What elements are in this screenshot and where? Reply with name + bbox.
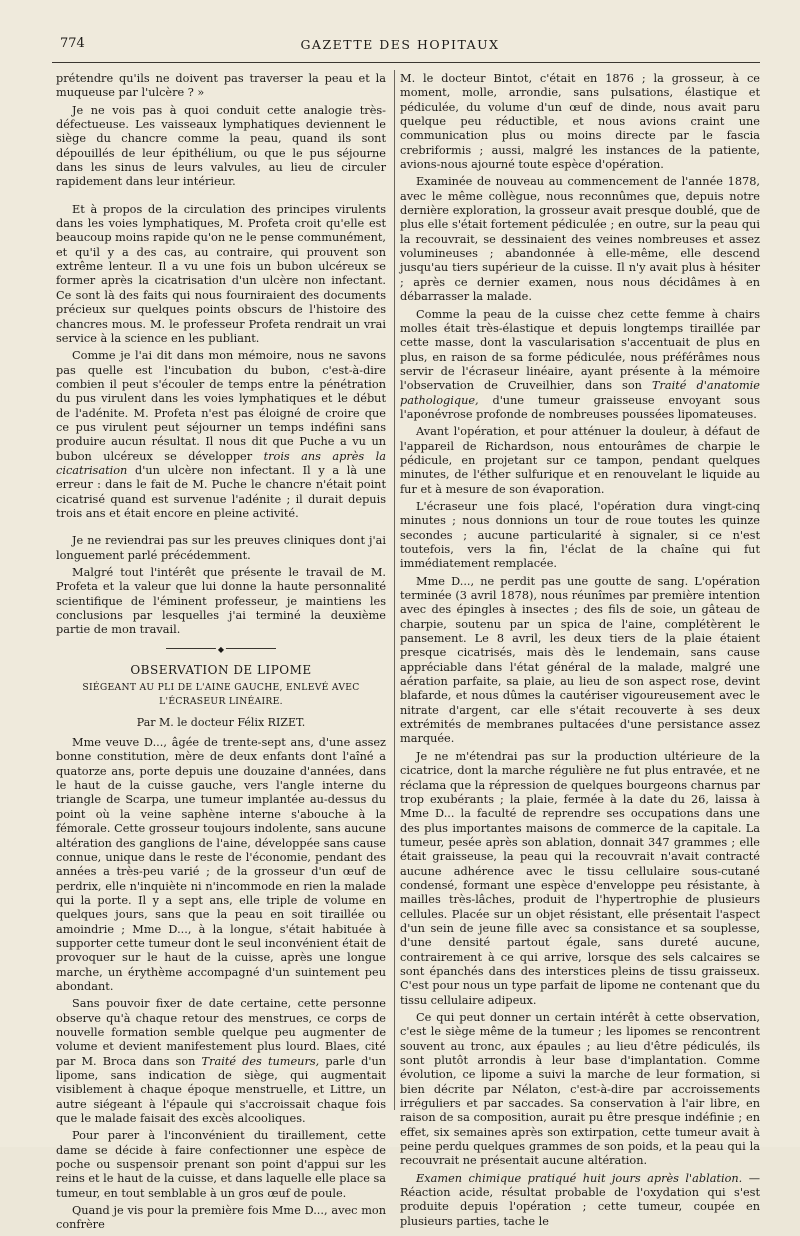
paragraph: Sans pouvoir fixer de date certaine, cette personne observe qu'à chaque retour des menstrues, ce corps de nouvelle formation semble quelque peu augmenter de volume et devient manifestement plus lourd. Blaes, cité par M. Broca dans son Traité des tumeurs, parle d'un lipome, sans indication de siège, qui augmentait visiblement à chaque époque menstruelle, et Littre, un autre siégeant à l'épaule qui s'accroissait chaque fois que le malade faisait des excès alcooliques. <box>56 997 386 1126</box>
paragraph: prétendre qu'ils ne doivent pas traverser la peau et la muqueuse par l'ulcère ? » <box>56 72 386 100</box>
paragraph: Ce qui peut donner un certain intérêt à cette observation, c'est le siège même de la tumeur ; les lipomes se rencontrent souvent au tronc, aux épaules ; au lieu d'être pédiculés, ils sont plutôt arrondis à leur base d'implantation. Comme évolution, ce lipome a suivi la marche de leur formation, si bien décrite par Nélaton, c'est-à-dire par accroissements irréguliers et par saccades. Sa conservation à l'air libre, en raison de sa composition, aurait pu être presque indéfinie ; en effet, six semaines après son extirpation, cette tumeur avait à peine perdu quelques grammes de son poids, et la peau qui la recouvrait ne présentait aucune altération. <box>400 1011 760 1168</box>
paragraph: L'écraseur une fois placé, l'opération dura vingt-cinq minutes ; nous donnions un tour de roue toutes les quinze secondes ; aucune particularité à signaler, si ce n'est toutefois, vers la fin, l'éclat de la chaîne qui fut immédiatement remplacée. <box>400 499 760 571</box>
journal-title: GAZETTE DES HOPITAUX <box>300 37 500 52</box>
paragraph: M. le docteur Bintot, c'était en 1876 ; la grosseur, à ce moment, molle, arrondie, sans pulsations, élastique et pédiculée, du volume d'un œuf de dinde, nous avait paru quelque peu réductible, et nous avions craint une communication plus ou moins directe par le fascia crebriformis ; aussi, malgré les instances de la patiente, avions-nous ajourné toute espèce d'opération. <box>400 72 760 172</box>
observation-author: Par M. le docteur Félix RIZET. <box>136 715 306 729</box>
right-column <box>400 72 760 1232</box>
paragraph: Mme D..., ne perdit pas une goutte de sang. L'opération terminée (3 avril 1878), nous réunîmes par première intention avec des épingles à insectes ; des fils de soie, un gâteau de charpie, soutenu par un spica de l'aine, complétèrent le pansement. Le 8 avril, les deux tiers de la plaie étaient presque cicatrisés, mais dès le lendemain, sans cause appréciable dans l'état général de la malade, malgré une aération parfaite, sa plaie, au lieu de son aspect rose, devint blafarde, et nous dûmes la cautériser vigoureusement avec le nitrate d'argent, car elle s'était recouverte à ses deux extrémités de membranes pultacées d'une persistance assez marquée. <box>400 574 760 746</box>
paragraph: Examen chimique pratiqué huit jours après l'ablation. — Réaction acide, résultat probable de l'oxydation qui s'est produite depuis l'opération ; cette tumeur, coupée en plusieurs parties, tache le <box>400 1171 760 1228</box>
paragraph: Malgré tout l'intérêt que présente le travail de M. Profeta et la valeur que lui donne la haute personnalité scientifique de l'éminent professeur, je maintiens les conclusions par lesquelles j'ai terminé la deuxième partie de mon travail. <box>56 566 386 637</box>
observation-subtitle: SIÉGEANT AU PLI DE L'AINE GAUCHE, ENLEVÉ AVEC L'ÉCRASEUR LINÉAIRE. <box>82 682 360 708</box>
paragraph: Pour parer à l'inconvénient du tiraillement, cette dame se décide à faire confectionner une espèce de poche ou suspensoir prenant son point d'appui sur les reins et le haut de la cuisse, et dans laquelle elle place sa tumeur, en tout semblable à un gros œuf de poule. <box>56 1129 387 1200</box>
paragraph: Comme la peau de la cuisse chez cette femme à chairs molles était très-élastique et depuis longtemps tiraillée par cette masse, dont la vascularisation s'accentuait de plus en plus, en raison de sa forme pédiculée, nous préférâmes nous servir de l'écraseur linéaire, ayant présente à la mémoire l'observation de Cruveilhier, dans son Traité d'anatomie pathologique, d'une tumeur graisseuse envoyant sous l'aponévrose profonde de nombreuses poussées lipomateuses. <box>400 307 760 421</box>
page-number: 774 <box>60 36 85 51</box>
paragraph: Je ne m'étendrai pas sur la production ultérieure de la cicatrice, dont la marche régulière ne fut plus entravée, et ne réclama que la répression de quelques bourgeons charnus par trop exubérants ; la plaie, fermée à la date du 26, laissa à Mme D... la faculté de reprendre ses occupations dans une des plus importantes maisons de commerce de la capitale. La tumeur, pesée après son ablation, donnait 347 grammes ; elle était graisseuse, la peau qui la recouvrait n'avait contracté aucune adhérence avec le tissu cellulaire sous-cutané condensé, formant une espèce d'enveloppe peu résistante, à mailles très-lâches, produit de l'hypertrophie de plusieurs cellules. Placée sur un objet résistant, elle présentait l'aspect d'un sein de jeune fille avec sa consistance et sa souplesse, d'une densité partout égale, sans dureté aucune, contrairement à ce qui arrive, lorsque des sels calcaires se sont épanchés dans des interstices pleins de tissu graisseux. C'est pour nous un type parfait de lipome ne contenant que du tissu cellulaire adipeux. <box>400 749 760 1007</box>
left-column <box>56 72 386 1236</box>
paragraph: Comme je l'ai dit dans mon mémoire, nous ne savons pas quelle est l'incubation du bubon, c'est-à-dire combien il peut s'écouler de temps entre la pénétration du pus virulent dans les voies lymphatiques et le début de l'adénite. M. Profeta n'est pas éloigné de croire que ce pus virulent peut séjourner un temps indéfini sans produire aucun résultat. Il nous dit que Puche a vu un bubon ulcéreux se développer trois ans après la cicatrisation d'un ulcère non infectant. Il y a là une erreur : dans le fait de M. Puche le chancre n'était point cicatrisé quand est survenue l'adénite ; il durait depuis trois ans et était encore en pleine activité. <box>56 349 386 520</box>
section-separator <box>166 644 276 654</box>
paragraph: Examinée de nouveau au commencement de l'année 1878, avec le même collègue, nous reconnûmes que, depuis notre dernière exploration, la grosseur avait presque doublé, que de plus elle s'était fortement pédiculée ; en outre, sur la peau qui la recouvrait, se dessinaient des veines nombreuses et assez volumineuses ; abandonnée à elle-même, elle descend jusqu'au tiers supérieur de la cuisse. Il n'y avait plus à hésiter ; après ce dernier examen, nous nous décidâmes à en débarrasser la malade. <box>400 175 760 304</box>
paragraph: Quand je vis pour la première fois Mme D..., avec mon confrère <box>56 1204 386 1232</box>
paragraph: Je ne vois pas à quoi conduit cette analogie très-défectueuse. Les vaisseaux lymphatiques deviennent le siège du chancre comme la peau, quand ils sont dépouillés de leur épithélium, ou que le pus séjourne dans les sinus de leurs valvules, au lieu de circuler rapidement dans leur intérieur. <box>56 103 386 189</box>
column-divider <box>394 70 395 1110</box>
page-header <box>0 34 800 58</box>
ornament: ◆ <box>216 643 226 657</box>
paragraph: Et à propos de la circulation des principes virulents dans les voies lymphatiques, M. Profeta croit qu'elle est beaucoup moins rapide qu'on ne le pense communément, et qu'il y a des cas, au contraire, qui prouvent son extrême lenteur. Il a vu une fois un bubon ulcéreux se former après la cicatrisation d'un ulcère non infectant. Ce sont là des faits qui nous fourniraient des documents précieux sur quelques points obscurs de l'histoire des chancres mous. M. le professeur Profeta rendrait un vrai service à la science en les publiant. <box>56 202 387 345</box>
header-rule <box>52 62 760 63</box>
paragraph: Mme veuve D..., âgée de trente-sept ans, d'une assez bonne constitution, mère de deux enfants dont l'aîné a quatorze ans, porte depuis une douzaine d'années, dans le haut de la cuisse gauche, vers l'angle interne du triangle de Scarpa, une tumeur implantée au-dessus du point où la veine saphène interne s'abouche à la fémorale. Cette grosseur toujours indolente, sans aucune altération des ganglions de l'aine, développée sans cause connue, unique dans le reste de l'économie, pendant des années a très-peu varié ; de la grosseur d'un œuf de perdrix, elle n'inquiète ni n'incommode en rien la malade qui la porte. Il y a sept ans, elle triple de volume en quelques jours, sans que la peau en soit tiraillée ou amoindrie ; Mme D..., à la longue, s'était habituée à supporter cette tumeur dont le seul inconvénient était de provoquer sur le haut de la cuisse, après une longue marche, un érythème accompagné d'un suintement peu abondant. <box>56 736 386 993</box>
observation-title: OBSERVATION DE LIPOME <box>130 662 312 677</box>
paragraph: Je ne reviendrai pas sur les preuves cliniques dont j'ai longuement parlé précédemment. <box>56 534 386 562</box>
paragraph: Avant l'opération, et pour atténuer la douleur, à défaut de l'appareil de Richardson, nous entourâmes de charpie le pédicule, en projetant sur ce tampon, pendant quelques minutes, de l'éther sulfurique et en renouvelant le liquide au fur et à mesure de son évaporation. <box>400 425 760 496</box>
